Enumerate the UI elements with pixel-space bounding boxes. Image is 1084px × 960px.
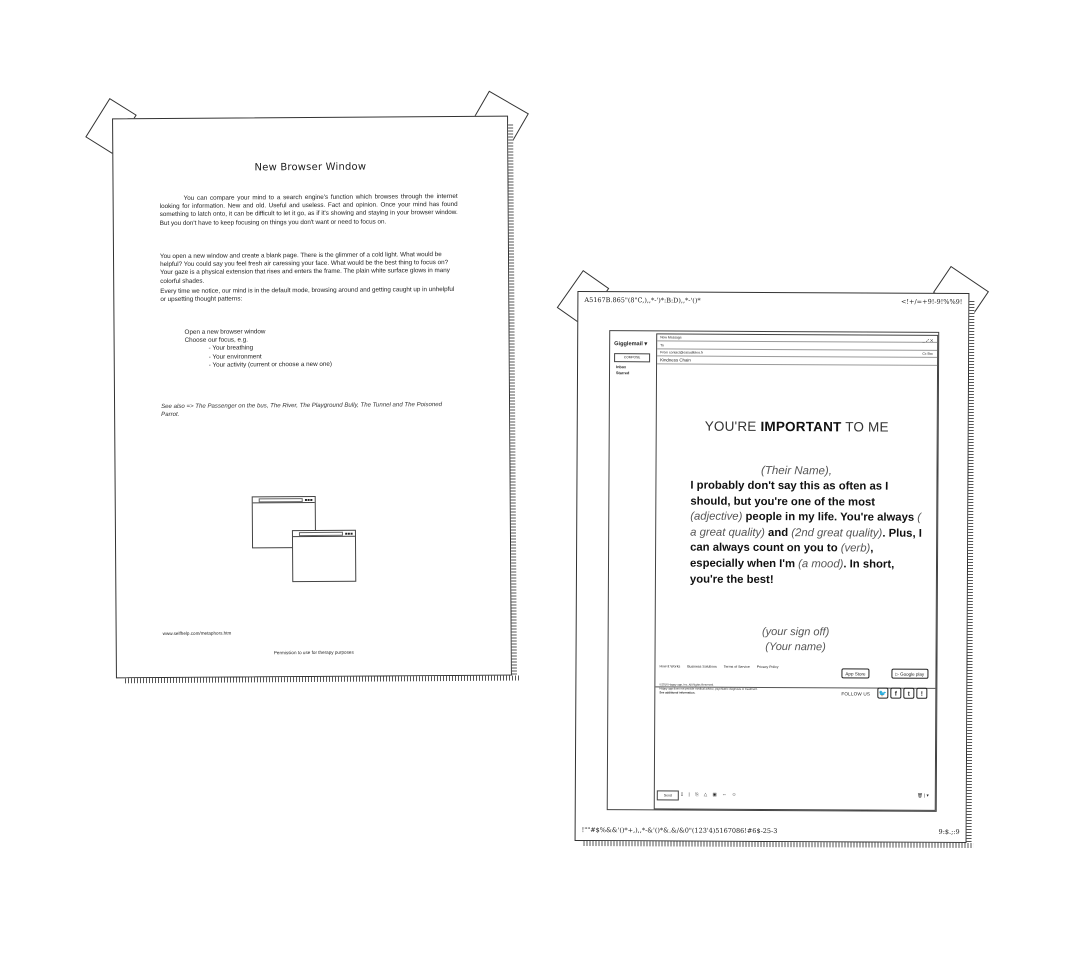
to-label: To — [660, 343, 664, 348]
facebook-icon[interactable]: f — [890, 688, 901, 699]
app-store-badge[interactable] — [841, 668, 869, 678]
heading-part: TO ME — [841, 419, 889, 435]
list-line: Choose our focus, e.g. — [184, 336, 248, 345]
list-item: - Your breathing — [208, 344, 254, 353]
window-controls[interactable]: _ ⤢ ✕ — [922, 337, 934, 343]
page-edge — [584, 841, 974, 848]
list-item: - Your activity (current or choose a new one) — [208, 360, 332, 369]
message-text: and — [764, 526, 792, 539]
your-name-placeholder: (Your name) — [765, 640, 826, 654]
email-client-mockup — [607, 330, 940, 812]
badge-label: Google play — [900, 671, 925, 677]
message-text: people in my life. You're always — [742, 511, 918, 524]
heading-emphasis: IMPORTANT — [760, 418, 842, 435]
message-titlebar — [657, 334, 937, 342]
metaphor-document-page — [112, 116, 512, 679]
message-text: , especially when I'm — [689, 542, 874, 571]
placeholder: (adjective) — [690, 510, 743, 524]
legal-link[interactable]: See additional information. — [659, 690, 696, 695]
card-heading — [657, 418, 937, 434]
header-code-left: A5167B.865"(8"C,),,*-')*:B:D),,*-'()* — [584, 296, 701, 305]
chevron-down-icon: ▾ — [644, 341, 648, 348]
link-business-solutions[interactable]: Business Solutions — [687, 664, 717, 669]
subject-value: Kindness Chain — [660, 357, 691, 363]
placeholder: ( a great quality) — [690, 511, 922, 539]
footer-code-right: 9:$.;:9 — [938, 827, 960, 836]
from-value: contact@easudfeleo.fr — [668, 350, 703, 355]
mail-brand[interactable] — [614, 341, 647, 347]
placeholder: (2nd great quality) — [791, 526, 883, 540]
sidebar-item-starred[interactable]: Starred — [616, 371, 630, 376]
browser-window-illustration: ▪▪▪ — [252, 496, 316, 548]
list-item: - Your environment — [208, 352, 262, 361]
page-edge — [967, 300, 975, 848]
paragraph-1: You can compare your mind to a search engine's function which browses through the internet looking for information. New and old. Useful and useless. Fact and opinion. Once your mind has found something to latch onto, it can be difficult to let it go, as if it's showing and staying in your browser window. But you don't have to keep focusing on things you don't want or need to focus on. — [159, 192, 458, 227]
list-line: Open a new browser window — [184, 328, 266, 336]
follow-us-label: FOLLOW US — [841, 691, 871, 697]
header-code-right: <!+/=+9!-9!%%9! — [900, 297, 963, 306]
formatting-icons[interactable]: ▯ | ⎘ △ ▣ ⇔ ☺ — [680, 791, 739, 797]
from-label: From — [660, 350, 669, 355]
focus-list — [185, 328, 332, 370]
compose-button[interactable]: COMPOSE — [614, 353, 650, 362]
message-text: . In short, you're the best! — [689, 558, 895, 586]
kindness-card-page — [575, 291, 970, 843]
recipient-name-placeholder: (Their Name), — [761, 464, 833, 478]
badge-label: App Store — [845, 671, 866, 677]
trash-icon[interactable]: 🗑 | ▾ — [917, 792, 929, 798]
placeholder: (verb) — [840, 542, 871, 555]
tumblr-icon[interactable]: t — [903, 688, 914, 699]
new-message-window — [654, 333, 938, 810]
send-button[interactable]: Send — [657, 790, 679, 800]
mail-sidebar — [608, 331, 655, 809]
link-how-it-works[interactable]: How It Works — [659, 664, 681, 669]
cc-bcc-toggle[interactable]: Cc Bcc — [922, 351, 934, 356]
paragraph-2: You open a new window and create a blank page. There is the glimmer of a cold light. What would be helpful? You could say you feel fresh air caressing your face. What would be the best thing to focus on? Your gaze is a physical extension that rises and enters the frame. The plain white surface glows in many colorful shades. — [159, 251, 450, 285]
sidebar-item-inbox[interactable]: Inbox — [616, 365, 627, 370]
placeholder: (a mood) — [798, 558, 844, 571]
document-title: New Browser Window — [254, 161, 367, 174]
google-play-badge[interactable] — [891, 669, 928, 679]
message-text: I probably don't say this as often as I should, but you're one of the most — [690, 479, 889, 509]
link-privacy[interactable]: Privacy Policy — [756, 664, 779, 670]
browser-window-illustration: ▪▪▪ — [292, 530, 356, 582]
footer-code-left: !""#$%&&'()*+,),,*-&'()*&.&/&0"(123'4)5167086!#6$-25-3 — [581, 826, 778, 836]
compose-toolbar — [657, 790, 931, 801]
twitter-icon[interactable]: 🐦 — [877, 688, 888, 699]
message-text: . Plus, I can always count on you to — [690, 527, 922, 555]
kindness-card — [655, 364, 937, 698]
legal-line: Happy app does not provide medical advice, psychiatric diagnosis or treatment. — [659, 686, 758, 691]
play-icon: ▷ — [895, 671, 899, 677]
page-edge — [508, 123, 517, 681]
source-url: www.selfhelp.com/metaphors.htm — [162, 630, 232, 637]
paragraph-3: Every time we notice, our mind is in the default mode, browsing around and getting caught up in unhelpful or upsetting thought patterns: — [160, 286, 455, 304]
legal-text — [659, 682, 757, 695]
window-title: New Message — [660, 335, 682, 340]
blog-icon[interactable]: ! — [916, 688, 927, 699]
brand-label: Gigglemail — [614, 341, 643, 348]
legal-line: ©2016 Happy app, Inc. All Rights Reserved. — [659, 682, 715, 687]
sign-off-placeholder: (your sign off) — [762, 625, 830, 639]
permission-note: Permission to use for therapy purposes — [273, 649, 354, 656]
page-edge — [125, 676, 519, 684]
card-signature — [656, 624, 936, 655]
footer-links — [659, 664, 784, 669]
card-message — [690, 479, 923, 589]
heading-part: YOU'RE — [704, 418, 761, 434]
link-terms[interactable]: Terms of Service — [723, 664, 750, 669]
see-also-note: See also => The Passenger on the bus, The River, The Playground Bully, The Tunnel and The Poisoned Parrot. — [161, 401, 443, 419]
